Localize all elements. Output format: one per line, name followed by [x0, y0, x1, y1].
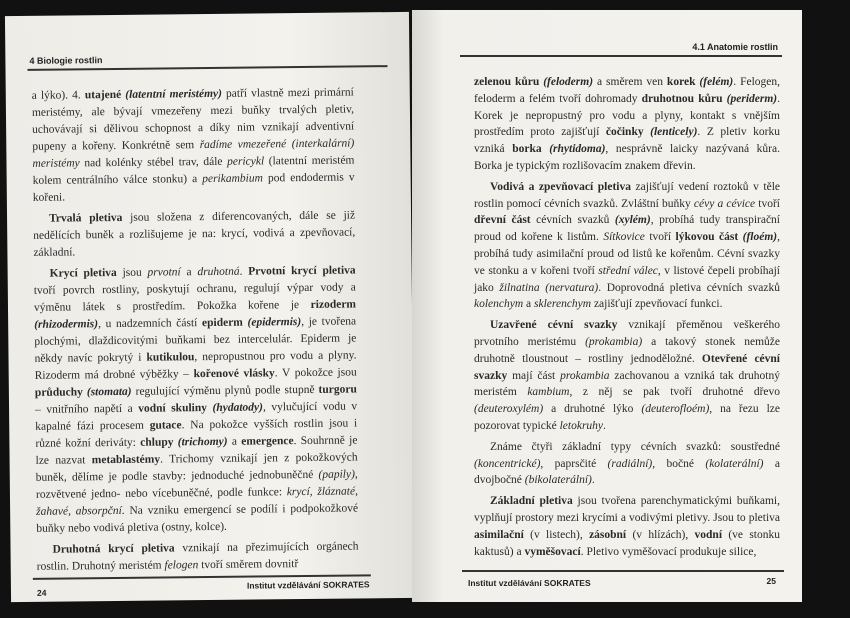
- text-run: a lýko). 4.: [31, 89, 85, 102]
- bold-term: zelenou kůru: [474, 76, 544, 88]
- bold-term: emergence: [241, 435, 294, 448]
- italic-term: pericykl: [227, 155, 265, 168]
- text-run: .: [603, 419, 606, 432]
- italic-term: kambium: [527, 386, 570, 399]
- text-run: . Na pokožce vyšších rostlin jsou i různé kožní deriváty:: [35, 417, 358, 450]
- bold-term: druhotnou kůru: [641, 92, 727, 105]
- page-body: [474, 74, 780, 564]
- text-run: a takový stonek nemůže druhotně tloustnout – rostliny jednoděložné.: [474, 335, 780, 365]
- bold-term: chlupy: [140, 436, 178, 449]
- paragraph: [474, 493, 780, 560]
- italic-term: kolenchym: [474, 298, 524, 311]
- text-run: regulující výměnu plynů podle stupně: [131, 383, 319, 398]
- text-run: cévních svazků: [530, 214, 615, 227]
- italic-term: (bikolaterální): [524, 474, 592, 487]
- text-run: jsou: [116, 266, 148, 279]
- bold-term: kořenové vlásky: [193, 367, 275, 381]
- page-number: 24: [36, 587, 47, 598]
- bold-term: Základní pletiva: [490, 495, 573, 508]
- text-run: . Souhrnně je lze nazvat: [35, 434, 358, 467]
- italic-term: cévy a cévice: [693, 197, 756, 210]
- footer-publisher: Institut vzdělávání SOKRATES: [246, 579, 370, 591]
- bold-term: Otevřené cévní svazky: [474, 352, 780, 382]
- paragraph: [34, 262, 359, 537]
- bold-term: metablastémy: [91, 453, 161, 467]
- bold-term: Krycí pletiva: [49, 266, 117, 280]
- bold-term: (rhytidoma): [549, 143, 606, 156]
- text-run: , nepropustnou pro vodu a plyny. Rizoderm má drobné výběžky –: [34, 349, 357, 382]
- bold-term: (periderm): [726, 92, 778, 105]
- left-page: [5, 12, 415, 602]
- text-run: , rozvětvené jedno- nebo vícebuněčné, podle funkce:: [35, 468, 358, 501]
- paragraph: [32, 84, 355, 206]
- text-run: . Doprovodná pletiva cévních svazků: [598, 281, 780, 294]
- bold-term: (felém): [699, 76, 734, 88]
- bold-term: (rhizodermis): [34, 318, 99, 331]
- text-run: vznikají přeměnou veškerého prvotního meristému: [474, 319, 780, 348]
- bold-term: borka: [512, 143, 550, 156]
- text-run: – vnitřního napětí a: [35, 402, 139, 416]
- italic-term: (radiální): [607, 457, 653, 470]
- footer-publisher: Institut vzdělávání SOKRATES: [468, 578, 591, 588]
- text-run: (latentní meristém kolem centrálního válce stonku) a: [32, 154, 355, 187]
- bold-term: turgoru: [318, 383, 357, 396]
- bold-term: asimilační: [474, 528, 524, 541]
- text-run: mají část: [507, 369, 561, 382]
- bold-term: Prvotní krycí pletiva: [248, 264, 356, 278]
- text-run: a: [180, 266, 198, 279]
- text-run: a: [523, 298, 535, 311]
- text-run: , v listové čepeli probíhají jako: [474, 264, 781, 294]
- paragraph: [474, 317, 780, 435]
- italic-term: žilnatina (nervatura): [499, 281, 599, 294]
- paragraph: [33, 207, 356, 261]
- italic-term: (prokambia): [585, 335, 643, 348]
- paragraph: [36, 538, 358, 575]
- text-run: , je tvořena plochými, dlaždicovitými buňkami bez intercelulár. Epiderm je někdy navíc pokrytý i: [34, 315, 357, 365]
- italic-term: (papily): [318, 468, 355, 481]
- bold-term: (lenticely): [650, 126, 698, 139]
- italic-term: prvotní: [147, 266, 181, 279]
- bold-term: epiderm: [201, 316, 248, 330]
- text-run: pod endodermis v kořeni.: [32, 171, 355, 204]
- text-run: tvoří: [755, 197, 780, 210]
- bold-term: (feloderm): [543, 76, 594, 88]
- text-run: . V pokožce jsou: [274, 366, 357, 380]
- italic-term: řadíme vmezeřené (interkalární) meristémy: [32, 137, 355, 170]
- footer-rule: [462, 570, 784, 572]
- bold-term: čočinky: [605, 126, 651, 139]
- text-run: , paprsčité: [540, 457, 608, 470]
- text-run: jsou složena z diferencovaných, dále se již nedělících buněk a rozlišujeme je na: krycí, vodivá a zpevňovací, základní.: [33, 209, 356, 259]
- italic-term: perikambium: [202, 172, 263, 186]
- italic-term: prokambia: [560, 369, 610, 382]
- italic-term: Sítkovice: [603, 231, 645, 244]
- bold-term: Uzavřené cévní svazky: [490, 319, 618, 332]
- italic-term: krycí, žláznaté, žahavé, absorpční: [36, 485, 359, 518]
- text-run: , z něj se pak tvoří druhotné dřevo: [569, 386, 781, 399]
- text-run: zajišťují vedení roztoků v těle rostlin pomocí cévních svazků. Zvláštní buňky: [474, 180, 780, 210]
- bold-term: (epidermis): [247, 316, 302, 329]
- bold-term: kutikulou: [146, 351, 195, 364]
- text-run: , u nadzemních částí: [98, 317, 203, 331]
- bold-term: zásobní: [589, 528, 627, 541]
- text-run: . Trichomy vznikají jen z pokožkových buněk, dělíme je podle stavby: jednoduché jednobuněčné: [35, 451, 358, 484]
- text-run: (ve stonku kaktusů) a: [474, 528, 780, 558]
- bold-term: vodní skuliny: [138, 401, 213, 415]
- text-run: zajišťují zpevňovací funkci.: [591, 298, 723, 311]
- bold-term: (floém): [742, 231, 778, 244]
- text-run: , probíhá tudy transpirační proud od kořene k listům.: [474, 214, 780, 244]
- bold-term: utajené: [84, 88, 126, 102]
- text-run: . Na vzniku emergencí se podílí i podpokožkové buňky nebo vodivá pletiva (ostny, kolce).: [36, 502, 359, 535]
- running-header: 4.1 Anatomie rostlin: [692, 42, 778, 52]
- text-run: , probíhá tudy asimilační proud od listů ke kořenům. Cévní svazky ve stonku a v kořeni tvoří: [474, 231, 780, 277]
- italic-term: (deuteroxylém): [474, 403, 544, 416]
- header-rule: [460, 55, 782, 57]
- text-run: Známe čtyři základní typy cévních svazků: soustředné: [490, 440, 780, 453]
- bold-term: (stomata): [86, 385, 132, 399]
- text-run: nad kolénky stébel trav, dále: [79, 155, 228, 170]
- text-run: , na řezu lze pozorovat typické: [474, 403, 781, 432]
- text-run: (v hlízách),: [626, 528, 695, 541]
- text-run: tvoří: [644, 231, 676, 244]
- bold-term: Vodivá a zpevňovací pletiva: [490, 180, 631, 193]
- bold-term: vyměšovací: [524, 545, 581, 558]
- bold-term: (hydatody): [212, 401, 264, 414]
- header-rule: [27, 65, 387, 70]
- text-run: a směrem ven: [593, 76, 667, 88]
- bold-term: (xylém): [614, 214, 651, 227]
- bold-term: dřevní část: [474, 214, 531, 227]
- italic-term: sklerenchym: [534, 298, 592, 311]
- running-header: 4 Biologie rostlin: [29, 55, 103, 66]
- italic-term: druhotná: [197, 265, 240, 279]
- italic-term: střední válec: [598, 264, 658, 277]
- italic-term: (koncentrické): [474, 457, 541, 470]
- bold-term: (trichomy): [177, 435, 228, 449]
- text-run: , bočné: [652, 457, 706, 470]
- text-run: .: [239, 265, 249, 278]
- italic-term: felogen: [164, 559, 199, 572]
- italic-term: letokruhy: [559, 419, 604, 432]
- text-run: vznikají na přezimujících orgánech rostlin. Druhotný meristém: [36, 540, 359, 573]
- right-page: [412, 10, 802, 602]
- italic-term: (deuterofloém): [641, 403, 710, 416]
- text-run: . Pletivo vyměšovací produkuje silice,: [580, 545, 757, 558]
- text-run: patří vlastně mezi primární meristémy, ale bývají vmezeřeny mezi buňky trvalých pletiv, uchovávají si dělivou schopnost a díky nim vznikají adventivní pupeny a kořeny. Konkrétně sem: [31, 86, 355, 153]
- bold-term: Trvalá pletiva: [49, 211, 123, 225]
- paragraph: [474, 439, 780, 489]
- text-run: tvoří povrch rostliny, poskytují ochranu, regulují výpar vody a výměnu látek s prostředím. Pokožka kořene je: [33, 281, 356, 314]
- text-run: (v listech),: [523, 528, 590, 541]
- bold-term: korek: [666, 76, 700, 88]
- bold-term: průduchy: [34, 386, 87, 399]
- text-run: a dvojbočné: [474, 457, 780, 487]
- text-run: . Felogen, feloderm a felém tvoří dohromady: [474, 76, 780, 105]
- paragraph: [474, 74, 780, 175]
- text-run: a druhotné lýko: [543, 403, 642, 416]
- text-run: . Korek je nepropustný pro vodu a plyny, kontakt s vnějším prostředím proto zajišťují: [474, 92, 780, 139]
- bold-term: (latentní meristémy): [125, 87, 223, 101]
- text-run: , vylučující vodu v kapalné fázi procesem: [35, 400, 358, 433]
- text-run: .: [591, 474, 595, 487]
- bold-term: vodní: [694, 528, 723, 541]
- text-run: jsou tvořena parenchymatickými buňkami, vyplňují prostory mezi krycími a vodivými pletivy. Jsou to pletiva: [474, 495, 781, 524]
- text-run: , nesprávně laicky nazývaná kůra. Borka je typickým rozlišovacím znakem dřevin.: [474, 143, 780, 172]
- bold-term: rizoderm: [310, 298, 357, 311]
- bold-term: lýkovou část: [675, 231, 743, 244]
- page-number: 25: [766, 576, 776, 586]
- text-run: tvoří směrem dovnitř: [198, 558, 299, 572]
- bold-term: Druhotná krycí pletiva: [52, 542, 175, 556]
- paragraph: [474, 179, 780, 313]
- text-run: a: [227, 435, 242, 448]
- text-run: . Z pletiv korku vzniká: [474, 126, 780, 156]
- italic-term: (kolaterální): [705, 457, 764, 470]
- page-body: [32, 84, 359, 579]
- text-run: zachovanou a vzniká tak druhotný meristém: [474, 369, 781, 399]
- bold-term: gutace: [149, 419, 182, 432]
